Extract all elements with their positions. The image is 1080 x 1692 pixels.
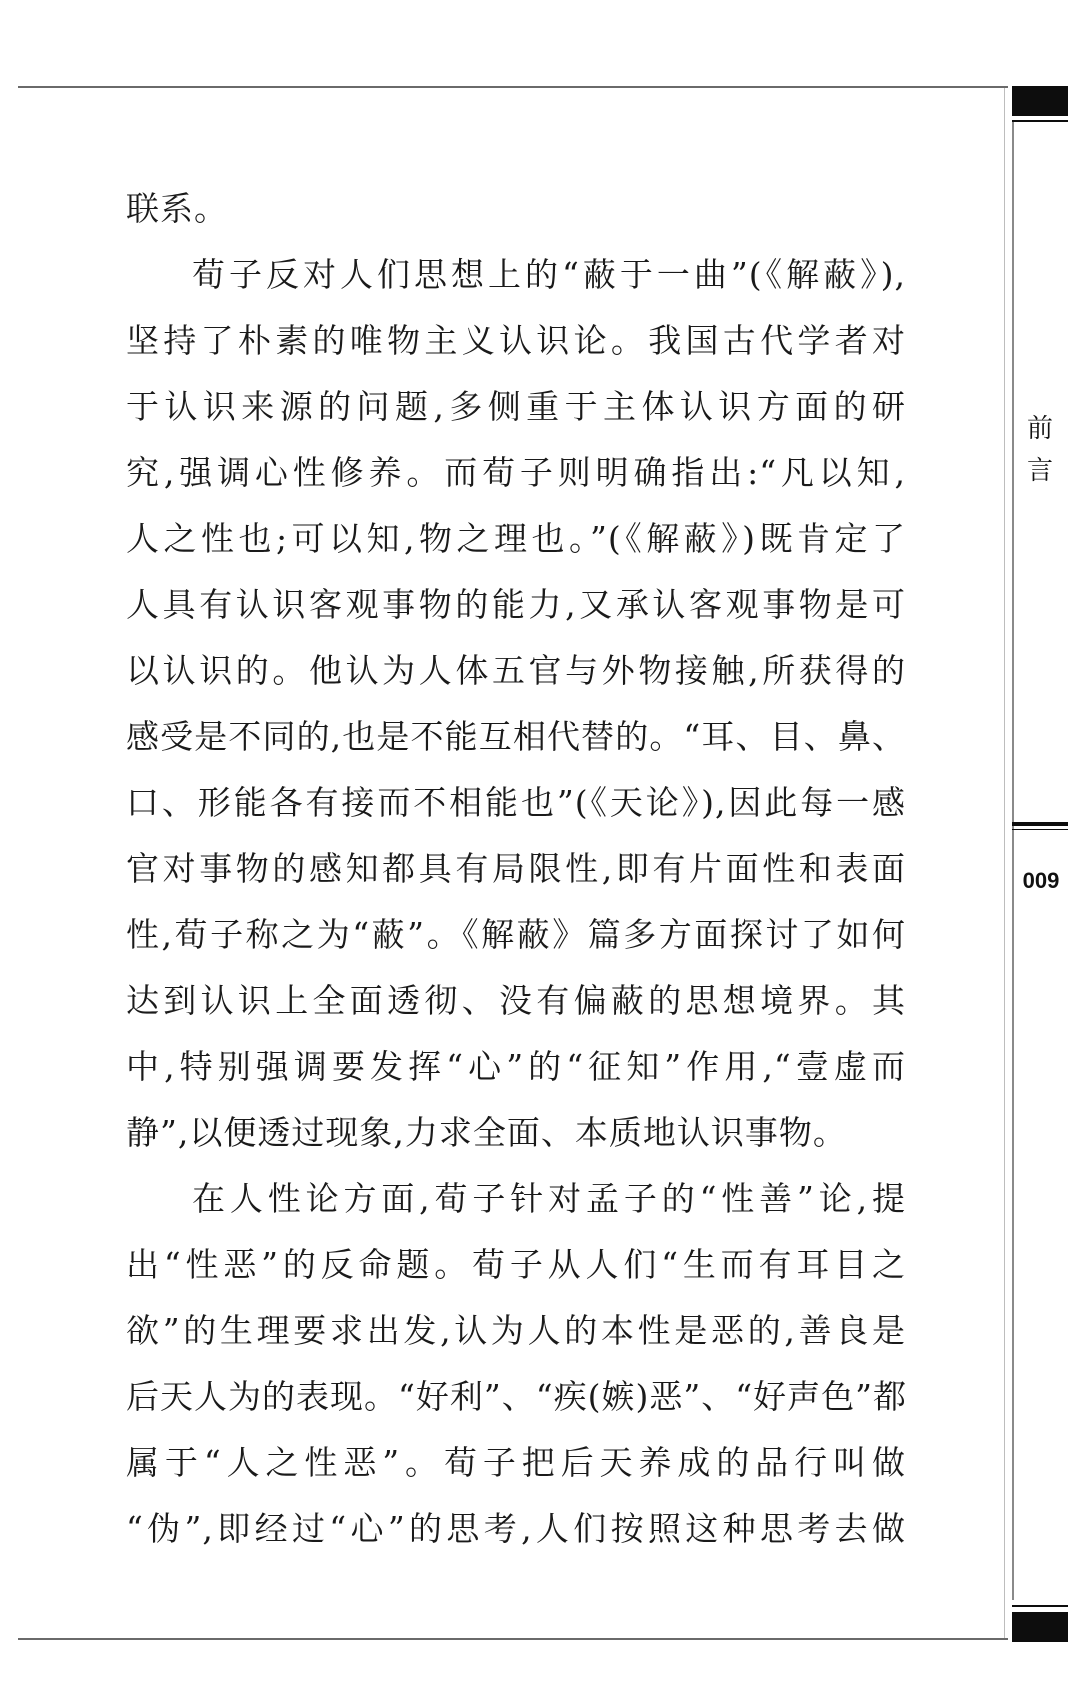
text-line: 属于“人之性恶”。荀子把后天养成的品行叫做 xyxy=(126,1443,906,1482)
text-line: 人之性也;可以知,物之理也。”(《解蔽》)既肯定了 xyxy=(126,519,906,558)
top-margin-thin-rule xyxy=(1012,120,1068,122)
page-edge-line xyxy=(1004,88,1005,1638)
text-line: 感受是不同的,也是不能互相代替的。“耳、目、鼻、 xyxy=(126,717,906,756)
text-line: 静”,以便透过现象,力求全面、本质地认识事物。 xyxy=(126,1113,847,1152)
text-line: 性,荀子称之为“蔽”。《解蔽》篇多方面探讨了如何 xyxy=(126,915,906,954)
page-number: 009 xyxy=(1022,868,1060,893)
text-line: “伪”,即经过“心”的思考,人们按照这种思考去做 xyxy=(126,1509,906,1548)
text-line: 后天人为的表现。“好利”、“疾(嫉)恶”、“好声色”都 xyxy=(126,1377,907,1416)
top-margin-block xyxy=(1012,86,1068,116)
bottom-margin-block xyxy=(1012,1612,1068,1642)
text-line: 在人性论方面,荀子针对孟子的“性善”论,提 xyxy=(192,1179,906,1218)
text-line: 联系。 xyxy=(126,189,228,228)
text-line: 中,特别强调要发挥“心”的“征知”作用,“壹虚而 xyxy=(126,1047,906,1086)
bottom-margin-thin-rule xyxy=(1012,1605,1068,1607)
page-number-thin-rule xyxy=(1012,829,1068,830)
page-number-rule xyxy=(1012,822,1068,826)
text-line: 官对事物的感知都具有局限性,即有片面性和表面 xyxy=(126,849,906,888)
body-text xyxy=(126,176,906,1562)
text-line: 口、形能各有接而不相能也”(《天论》),因此每一感 xyxy=(126,783,906,822)
text-line: 坚持了朴素的唯物主义认识论。我国古代学者对 xyxy=(126,321,906,360)
text-line: 究,强调心性修养。而荀子则明确指出:“凡以知, xyxy=(126,453,906,492)
section-label: 前言 xyxy=(1026,414,1053,486)
text-line: 人具有认识客观事物的能力,又承认客观事物是可 xyxy=(126,585,906,624)
text-line: 达到认识上全面透彻、没有偏蔽的思想境界。其 xyxy=(126,981,906,1020)
text-line: 以认识的。他认为人体五官与外物接触,所获得的 xyxy=(126,651,906,690)
text-line: 于认识来源的问题,多侧重于主体认识方面的研 xyxy=(126,387,906,426)
bottom-rule xyxy=(18,1638,1008,1640)
text-line: 荀子反对人们思想上的“蔽于一曲”(《解蔽》), xyxy=(192,255,906,294)
margin-rule xyxy=(1012,120,1014,1600)
text-line: 欲”的生理要求出发,认为人的本性是恶的,善良是 xyxy=(126,1311,906,1350)
top-rule xyxy=(18,86,1008,88)
text-line: 出“性恶”的反命题。荀子从人们“生而有耳目之 xyxy=(126,1245,906,1284)
